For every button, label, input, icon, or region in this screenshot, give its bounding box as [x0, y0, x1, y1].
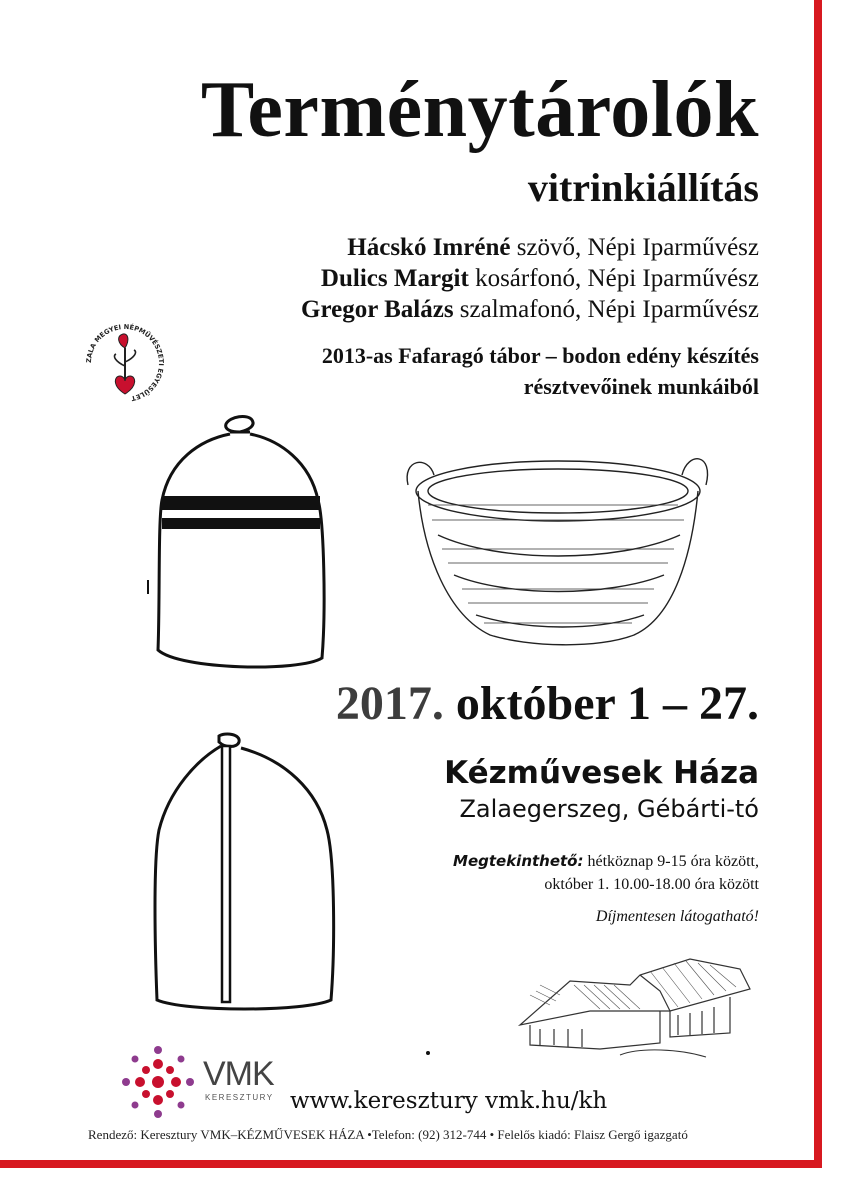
vmk-logo-mark	[118, 1042, 198, 1122]
event-date	[335, 677, 759, 730]
basket-illustration	[398, 445, 718, 655]
artist-role: szövő, Népi Iparművész	[510, 234, 759, 261]
artist-name: Hácskó Imréné	[347, 234, 511, 261]
artist-line	[301, 263, 759, 294]
poster-title: Terménytárolók	[200, 66, 759, 154]
artist-name: Gregor Balázs	[301, 296, 454, 323]
website-link[interactable]: www.keresztury vmk.hu/kh	[290, 1088, 608, 1114]
association-logo	[80, 318, 170, 408]
poster-subtitle: vitrinkiállítás	[527, 165, 759, 210]
decorative-dot	[426, 1051, 430, 1055]
date-range: október 1 – 27.	[455, 677, 759, 730]
red-frame-bottom	[0, 1160, 822, 1168]
footer-credits: Rendező: Keresztury VMK–KÉZMŰVESEK HÁZA •Telefon: (92) 312-744 • Felelős kiadó: Flaisz Gergő igazgató	[88, 1127, 688, 1142]
artists-list	[301, 232, 759, 325]
association-logo-text: ZALA MEGYEI NÉPMŰVÉSZETI EGYESÜLET	[84, 322, 166, 403]
vmk-logo-subtext: KERESZTURY	[205, 1093, 274, 1102]
artist-role: kosárfonó, Népi Iparművész	[468, 265, 759, 292]
vmk-logo-text: VMK	[203, 1055, 274, 1093]
building-sketch-illustration	[510, 945, 760, 1065]
project-text	[322, 340, 759, 402]
hours-line: október 1. 10.00-18.00 óra között	[544, 876, 759, 893]
opening-hours	[453, 850, 759, 896]
date-year: 2017.	[335, 677, 444, 730]
artist-role: szalmafonó, Népi Iparművész	[453, 296, 759, 323]
red-frame-right	[814, 0, 822, 1168]
sack-vertical-stripe-illustration	[145, 730, 345, 1015]
artist-line	[301, 232, 759, 263]
project-line: résztvevőinek munkáiból	[523, 374, 759, 399]
free-entry-note: Díjmentesen látogatható!	[595, 908, 759, 925]
venue-city: Zalaegerszeg, Gébárti-tó	[459, 795, 759, 823]
hours-line: hétköznap 9-15 óra között,	[583, 853, 759, 870]
sack-striped-illustration	[140, 410, 340, 680]
project-line: 2013-as Fafaragó tábor – bodon edény készítés	[321, 343, 759, 368]
artist-line	[301, 294, 759, 325]
hours-label: Megtekinthető:	[453, 852, 584, 870]
artist-name: Dulics Margit	[320, 265, 469, 292]
venue-name: Kézművesek Háza	[444, 755, 759, 791]
